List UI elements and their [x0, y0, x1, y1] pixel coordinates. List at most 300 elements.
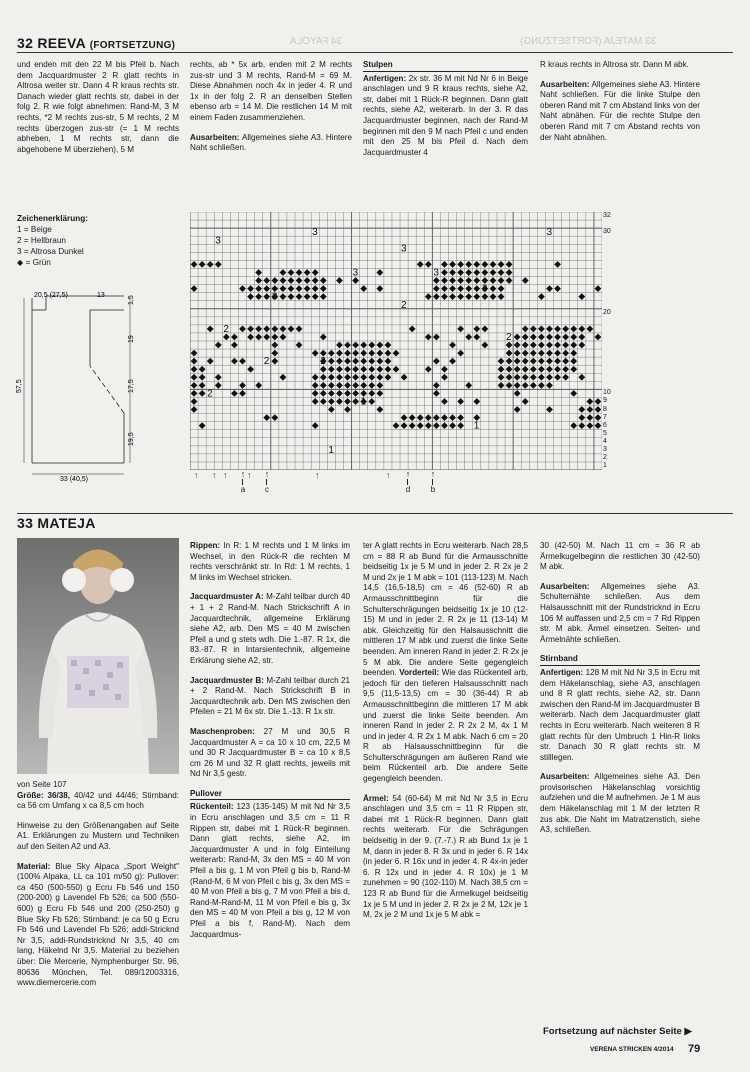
grid-diamond: [263, 293, 270, 300]
grid-diamond: [554, 366, 561, 373]
grid-diamond: [473, 269, 480, 276]
grid-diamond: [490, 261, 497, 268]
grid-diamond: [578, 342, 585, 349]
grid-row-label: 4: [603, 437, 607, 445]
grid-diamond: [498, 366, 505, 373]
grid-diamond: [473, 334, 480, 341]
grid-diamond: [417, 422, 424, 429]
grid-diamond: [562, 358, 569, 365]
grid-diamond: [215, 261, 222, 268]
grid-arrow-unlabeled: ↑: [194, 470, 199, 480]
grid-diamond: [506, 382, 513, 389]
grid-diamond: [570, 342, 577, 349]
grid-diamond: [514, 382, 521, 389]
aermel-label: Ärmel:: [363, 793, 389, 803]
grid-diamond: [449, 358, 456, 365]
grid-color-mark: 3: [433, 267, 439, 279]
grid-diamond: [498, 382, 505, 389]
page-number: 79: [688, 1043, 701, 1055]
grid-diamond: [457, 350, 464, 357]
grid-diamond: [473, 293, 480, 300]
grid-color-mark: 2: [506, 332, 512, 343]
header-rule: [17, 52, 733, 53]
stulpen-heading: Stulpen: [363, 60, 528, 72]
grid-diamond: [328, 390, 335, 397]
grid-diamond: [506, 261, 513, 268]
grid-diamond: [280, 285, 287, 292]
grid-diamond: [393, 350, 400, 357]
grid-diamond: [586, 414, 593, 421]
grid-diamond: [409, 326, 416, 333]
grid-row-label: 9: [603, 397, 607, 405]
grid-diamond: [506, 269, 513, 276]
grid-diamond: [255, 269, 262, 276]
grid-diamond: [498, 358, 505, 365]
grid-diamond: [578, 406, 585, 413]
grid-diamond: [473, 398, 480, 405]
reeva-col1-text: und enden mit den 22 M bis Pfeil b. Nach dem Jacquardmuster 2 R glatt rechts in Altrosa weiter str. Dann 4 R kraus rechts str. Danach wieder glatt rechts str, dabei in der folg 2. R wie folgt abnehmen: Rand-M, 3 M rechts, *2 M rechts zus-str, 5 M rechts, 2 M rechts überzogen zus-str (= 1 M rechts abheben, 1 M rechts str, dann die abgehobene M überziehen), 5 M: [17, 60, 179, 154]
stirnband-ausarbeiten-text: Allgemeines siehe A3. Den provisorischen Häkelanschlag vorsichtig aufziehen und die M aufnehmen. Je 1 M aus dem Häkelanschlag mit 1 M der letzten R zus abk. Die Naht im Matratzenstich, siehe A3, schließen.: [540, 772, 700, 835]
grid-arrow-c: ↑ c: [262, 470, 272, 494]
grid-diamond: [481, 326, 488, 333]
grid-diamond: [554, 374, 561, 381]
grid-diamond: [449, 285, 456, 292]
grid-diamond: [425, 293, 432, 300]
grid-diamond: [473, 261, 480, 268]
grid-diamond: [344, 342, 351, 349]
grid-diamond: [522, 358, 529, 365]
stirnband-heading: Stirnband: [540, 654, 700, 666]
grid-diamond: [255, 326, 262, 333]
mateja-rule: [17, 513, 733, 514]
grid-diamond: [328, 366, 335, 373]
grid-diamond: [352, 390, 359, 397]
grid-diamond: [441, 277, 448, 284]
grid-diamond: [490, 293, 497, 300]
grid-diamond: [263, 414, 270, 421]
grid-diamond: [296, 277, 303, 284]
grid-diamond: [280, 277, 287, 284]
grid-diamond: [360, 358, 367, 365]
grid-diamond: [239, 390, 246, 397]
grid-diamond: [449, 293, 456, 300]
grid-diamond: [296, 269, 303, 276]
schem-right-top: 1,5: [128, 295, 135, 305]
grid-diamond: [288, 326, 295, 333]
grid-diamond: [530, 342, 537, 349]
grid-diamond: [368, 390, 375, 397]
grid-row-label: 10: [603, 389, 611, 397]
maschenproben-text: 27 M und 30,5 R Jacquardmuster A = ca 10 x 10 cm, 22,5 M und 30 R Jacquardmuster B = ca 10 x 8,5 cm 26 M und 32 R glatt rechts, jeweils mit Nd Nr 3,5 gestr.: [190, 726, 351, 779]
grid-diamond: [312, 350, 319, 357]
grid-diamond: [231, 390, 238, 397]
grid-diamond: [457, 422, 464, 429]
page-header: [17, 35, 175, 51]
col4-text: 30 (42-50) M. Nach 11 cm = 36 R ab Ärmelkugelbeginn die restlichen 30 (42-50) M abk.: [540, 541, 700, 572]
reeva-col2-text: rechts, ab * 5x arb, enden mit 2 M rechts zus-str und 3 M rechts, Rand-M = 69 M. Diese Abnahmen noch 4x in jeder 4. R und 1x in der folg 2. R an denselben Stellen ebenso arb = 14 M. Die restlichen 14 M mit einem Faden zusammenziehen.: [190, 60, 352, 122]
grid-diamond: [376, 390, 383, 397]
magazine-name: VERENA STRICKEN 4/2014: [590, 1046, 674, 1053]
grid-diamond: [562, 342, 569, 349]
ghost-header-left: 34 FAYOLA: [290, 36, 343, 47]
schem-right-mid: 19: [128, 335, 135, 343]
grid-diamond: [498, 269, 505, 276]
grid-diamond: [417, 261, 424, 268]
grid-diamond: [554, 261, 561, 268]
grid-diamond: [336, 374, 343, 381]
schem-top-right: 13: [97, 292, 105, 299]
grid-arrows: [190, 470, 602, 500]
grid-diamond: [473, 285, 480, 292]
grid-diamond: [320, 374, 327, 381]
grid-diamond: [191, 350, 198, 357]
continue-note: Fortsetzung auf nächster Seite ▶: [543, 1026, 692, 1037]
grid-arrow-label: d: [405, 485, 411, 494]
grid-diamond: [433, 422, 440, 429]
reeva-col2: [190, 60, 352, 163]
grid-diamond: [538, 366, 545, 373]
grid-diamond: [562, 334, 569, 341]
grid-diamond: [360, 342, 367, 349]
grid-diamond: [562, 350, 569, 357]
grid-diamond: [255, 334, 262, 341]
grid-diamond: [514, 390, 521, 397]
grid-arrow-label: a: [240, 485, 246, 494]
grid-diamond: [538, 293, 545, 300]
grid-diamond: [263, 334, 270, 341]
grid-diamond: [490, 277, 497, 284]
grid-diamond: [401, 414, 408, 421]
grid-diamond: [376, 269, 383, 276]
grid-diamond: [473, 326, 480, 333]
stirnband-anf-text: 128 M mit Nd Nr 3,5 in Ecru mit dem Häkelanschlag, siehe A3, anschlagen und 8 R glatt rechts, siehe A2, str. Dann zwischen den Rand-M im Jacquardmuster B weiterarb. Nach dem Jacquardmuster glatt rechts in Ecru weiterarb. Nach weiteren 8 R glatt rechts für den Umbruch 1 Hin-R links str. Danach 30 R glatt rechts str. M stilllegen.: [540, 667, 700, 762]
grid-diamond: [320, 390, 327, 397]
material-text: Blue Sky Alpaca „Sport Weight" (100% Alpaka, LL ca 101 m/50 g): Pullover: ca 450 (500-550) g Ecru Fb 546 und 150 (200-200) g Lavendel Fb 526; ca 500 (550-600) g Ecru Fb 546 und 200 (250-250) g Blue Sky Fb 526; Stirnband: je ca 50 g Ecru Fb 546 und Lavendel Fb 526; addi-Stricknd Nr 3,5, addi-Rundstricknd Nr 3,5, 40 cm lang, Häkelnd Nr 3,5. Material zu beziehen über: Die Mercerie, Nymphenburger Str. 96, 80636 München, Tel. 089/12003316, www.diemercerie.com: [17, 861, 179, 988]
garment-schematic: [12, 288, 147, 488]
grid-diamond: [530, 374, 537, 381]
grid-diamond: [296, 326, 303, 333]
reeva-col3: [363, 60, 528, 167]
grid-diamond: [425, 334, 432, 341]
grid-diamond: [360, 350, 367, 357]
grid-diamond: [522, 334, 529, 341]
mateja-ausarbeiten-text: Allgemeines siehe A3. Schulternähte schließen. Aus dem Halsausschnitt mit der Rundstricknd in Ecru 106 M auffassen und 2,5 cm = 7 Rd Rippen str. M abk. Ärmel einsetzen. Seiten- und Ärmelnähte schließen.: [540, 581, 700, 644]
grid-diamond: [522, 326, 529, 333]
grid-diamond: [457, 277, 464, 284]
grid-row-label: 5: [603, 429, 607, 437]
grid-diamond: [312, 277, 319, 284]
grid-diamond: [336, 342, 343, 349]
grid-diamond: [514, 406, 521, 413]
grid-diamond: [312, 269, 319, 276]
grid-diamond: [570, 422, 577, 429]
mateja-col1: [17, 780, 179, 998]
grid-diamond: [352, 398, 359, 405]
grid-diamond: [199, 374, 206, 381]
grid-diamond: [578, 414, 585, 421]
grid-diamond: [360, 285, 367, 292]
grid-color-mark: 3: [352, 267, 359, 279]
grid-diamond: [336, 277, 343, 284]
grid-diamond: [255, 382, 262, 389]
grid-diamond: [514, 350, 521, 357]
grid-diamond: [312, 422, 319, 429]
grid-diamond: [546, 358, 553, 365]
rippen-label: Rippen:: [190, 541, 221, 550]
grid-diamond: [352, 342, 359, 349]
grid-diamond: [247, 326, 254, 333]
grid-diamond: [530, 334, 537, 341]
grid-diamond: [570, 366, 577, 373]
jacquardA-text: M-Zahl teilbar durch 40 + 1 + 2 Rand-M. Nach Strickschrift A in Jacquardtechnik, allgemeine Erklärung siehe A2, arb. Den MS = 40 M zwischen Pfeil a und g stets wdh. Die 1.-87. R 1x, die 83.-87. R in Intarsientechnik, allgemeine Erklärung siehe A2, str.: [190, 592, 351, 665]
grid-diamond: [368, 342, 375, 349]
grid-color-mark: 1: [360, 396, 367, 408]
grid-diamond: [352, 358, 359, 365]
grid-diamond: [328, 398, 335, 405]
grid-diamond: [191, 285, 198, 292]
grid-diamond: [546, 350, 553, 357]
grid-diamond: [376, 350, 383, 357]
grid-diamond: [280, 293, 287, 300]
grid-diamond: [546, 366, 553, 373]
grid-diamond: [304, 277, 311, 284]
grid-diamond: [280, 374, 287, 381]
grid-diamond: [465, 334, 472, 341]
reeva-ausarbeiten-text: Allgemeines siehe A3. Hintere Naht schließen.: [190, 132, 352, 153]
grid-arrow-unlabeled: ↑: [315, 470, 320, 480]
grid-diamond: [595, 414, 602, 421]
grid-diamond: [425, 261, 432, 268]
grid-row-label: 2: [603, 453, 607, 461]
grid-diamond: [554, 326, 561, 333]
grid-diamond: [320, 277, 327, 284]
section-suffix: (FORTSETZUNG): [89, 40, 176, 51]
grid-diamond: [344, 398, 351, 405]
grid-diamond: [239, 285, 246, 292]
grid-diamond: [344, 390, 351, 397]
grid-diamond: [385, 358, 392, 365]
grid-diamond: [247, 366, 254, 373]
grid-diamond: [441, 374, 448, 381]
grid-diamond: [433, 382, 440, 389]
grid-color-mark: 1: [328, 444, 334, 456]
grid-diamond: [288, 293, 295, 300]
grid-diamond: [255, 277, 262, 284]
reeva-col1: [17, 60, 179, 164]
legend-item-gruen: ◆ = Grün: [17, 258, 51, 267]
grid-diamond: [481, 261, 488, 268]
grid-diamond: [425, 422, 432, 429]
grid-diamond: [207, 261, 214, 268]
schem-bottom: 33 (40,5): [60, 476, 89, 483]
grid-diamond: [538, 334, 545, 341]
grid-diamond: [263, 326, 270, 333]
mateja-ausarbeiten-label: Ausarbeiten:: [540, 581, 590, 591]
stirnband-anf-label: Anfertigen:: [540, 667, 584, 677]
grid-diamond: [465, 285, 472, 292]
grid-diamond: [554, 285, 561, 292]
grid-cells: [191, 261, 602, 429]
grid-diamond: [401, 374, 408, 381]
grid-diamond: [393, 422, 400, 429]
grid-diamond: [441, 269, 448, 276]
grid-diamond: [562, 326, 569, 333]
jacquardB-label: Jacquardmuster B:: [190, 675, 264, 685]
grid-diamond: [215, 382, 222, 389]
grid-diamond: [554, 358, 561, 365]
jacquardB-text: M-Zahl teilbar durch 21 + 2 Rand-M. Nach Strickschrift B in Jacquardtechnik arb. Den MS zwischen den Pfeilen = 21 M 6x str. Die 1.-13. R 1x str.: [190, 675, 350, 717]
hinweise-text: Hinweise zu den Größenangaben auf Seite A1. Erklärungen zu Mustern und Techniken auf den Seiten A2 und A3.: [17, 820, 179, 851]
grid-diamond: [546, 334, 553, 341]
grid-diamond: [522, 366, 529, 373]
grid-diamond: [441, 261, 448, 268]
grid-diamond: [441, 293, 448, 300]
grid-diamond: [465, 293, 472, 300]
grid-diamond: [312, 285, 319, 292]
grid-diamond: [368, 374, 375, 381]
grid-diamond: [449, 277, 456, 284]
grid-arrow-d: ↑ d: [403, 470, 413, 494]
grid-diamond: [530, 366, 537, 373]
grid-diamond: [490, 285, 497, 292]
legend-item-hellbraun: 2 = Hellbraun: [17, 236, 66, 245]
grid-diamond: [199, 382, 206, 389]
grid-diamond: [304, 285, 311, 292]
grid-diamond: [376, 406, 383, 413]
grid-diamond: [215, 342, 222, 349]
grid-diamond: [538, 358, 545, 365]
grid-diamond: [360, 374, 367, 381]
grid-diamond: [514, 374, 521, 381]
grid-diamond: [320, 398, 327, 405]
legend-item-beige: 1 = Beige: [17, 225, 52, 234]
grid-arrow-unlabeled: ↑: [212, 470, 217, 480]
grid-diamond: [231, 358, 238, 365]
grid-diamond: [578, 293, 585, 300]
grid-arrow-unlabeled: ↑: [223, 470, 228, 480]
reeva-ausarbeiten-label: Ausarbeiten:: [190, 132, 240, 142]
grid-diamond: [191, 398, 198, 405]
stulpen-ausarbeiten-text: Allgemeines siehe A3. Hintere Naht schließen. Für die linke Stulpe den oberen Rand mit 7 cm Abstand links von der Naht abnähen. Für die rechte Stulpe den oberen Rand mit 7 cm Abstand rechts von der Naht abnähen.: [540, 79, 700, 142]
grid-diamond: [191, 261, 198, 268]
grid-diamond: [360, 366, 367, 373]
grid-diamond: [328, 374, 335, 381]
grid-diamond: [433, 285, 440, 292]
grid-diamond: [352, 382, 359, 389]
grid-row-label: 32: [603, 212, 611, 219]
grid-diamond: [433, 390, 440, 397]
model-photo: [17, 538, 179, 774]
grid-diamond: [320, 334, 327, 341]
grid-diamond: [393, 366, 400, 373]
grid-diamond: [570, 350, 577, 357]
grid-diamond: [433, 334, 440, 341]
grid-diamond: [578, 422, 585, 429]
grid-diamond: [288, 277, 295, 284]
grid-diamond: [538, 382, 545, 389]
grid-diamond: [247, 293, 254, 300]
grid-diamond: [215, 374, 222, 381]
grid-diamond: [586, 422, 593, 429]
grid-diamond: [522, 374, 529, 381]
grid-diamond: [239, 358, 246, 365]
grid-diamond: [449, 261, 456, 268]
grid-diamond: [522, 382, 529, 389]
grid-diamond: [280, 326, 287, 333]
grid-diamond: [280, 334, 287, 341]
schem-right-bot: 19,5: [128, 432, 135, 446]
grid-diamond: [239, 382, 246, 389]
grid-diamond: [320, 285, 327, 292]
grid-diamond: [546, 285, 553, 292]
grid-diamond: [376, 358, 383, 365]
grid-diamond: [328, 382, 335, 389]
grid-color-mark: 2: [207, 388, 213, 400]
grid-row-label: 1: [603, 461, 607, 469]
grid-arrow-a: ↑ a: [238, 470, 248, 494]
grid-diamond: [368, 366, 375, 373]
rippen-text: In R: 1 M rechts und 1 M links im Wechsel, in den Rück-R die rechten M rechts verschränkt str. In Rd: 1 M rechts, 1 M links im Wechsel stricken.: [190, 541, 350, 582]
grid-diamond: [506, 374, 513, 381]
grid-row-label: 20: [603, 308, 611, 316]
grid-diamond: [546, 406, 553, 413]
grid-diamond: [441, 366, 448, 373]
grid-diamond: [530, 350, 537, 357]
grid-diamond: [457, 261, 464, 268]
grid-row-label: 30: [603, 228, 611, 236]
grid-diamond: [199, 422, 206, 429]
grid-diamond: [199, 390, 206, 397]
mateja-col4: [540, 541, 700, 845]
grid-diamond: [231, 342, 238, 349]
grid-diamond: [498, 261, 505, 268]
grid-diamond: [498, 293, 505, 300]
grid-diamond: [191, 390, 198, 397]
grid-diamond: [191, 374, 198, 381]
grid-diamond: [578, 374, 585, 381]
grid-diamond: [328, 406, 335, 413]
grid-arrow-label: b: [430, 485, 436, 494]
grid-diamond: [344, 382, 351, 389]
grid-diamond: [449, 342, 456, 349]
grid-diamond: [280, 269, 287, 276]
grid-diamond: [401, 422, 408, 429]
grid-diamond: [255, 293, 262, 300]
from-page: von Seite 107: [17, 780, 67, 789]
groesse-label: Größe:: [17, 790, 44, 800]
grid-diamond: [570, 358, 577, 365]
grid-diamond: [385, 342, 392, 349]
grid-row-label: 8: [603, 405, 607, 413]
grid-diamond: [199, 261, 206, 268]
grid-diamond: [312, 398, 319, 405]
grid-row-label: 3: [603, 445, 607, 453]
grid-diamond: [522, 398, 529, 405]
grid-diamond: [336, 382, 343, 389]
grid-diamond: [328, 358, 335, 365]
groesse-bold: 36/38,: [47, 790, 71, 800]
grid-diamond: [296, 293, 303, 300]
grid-diamond: [336, 358, 343, 365]
grid-diamond: [522, 350, 529, 357]
mateja-col2: [190, 541, 350, 949]
grid-diamond: [570, 390, 577, 397]
grid-diamond: [328, 350, 335, 357]
grid-diamond: [498, 277, 505, 284]
grid-diamond: [296, 342, 303, 349]
grid-diamond: [586, 398, 593, 405]
grid-diamond: [473, 277, 480, 284]
